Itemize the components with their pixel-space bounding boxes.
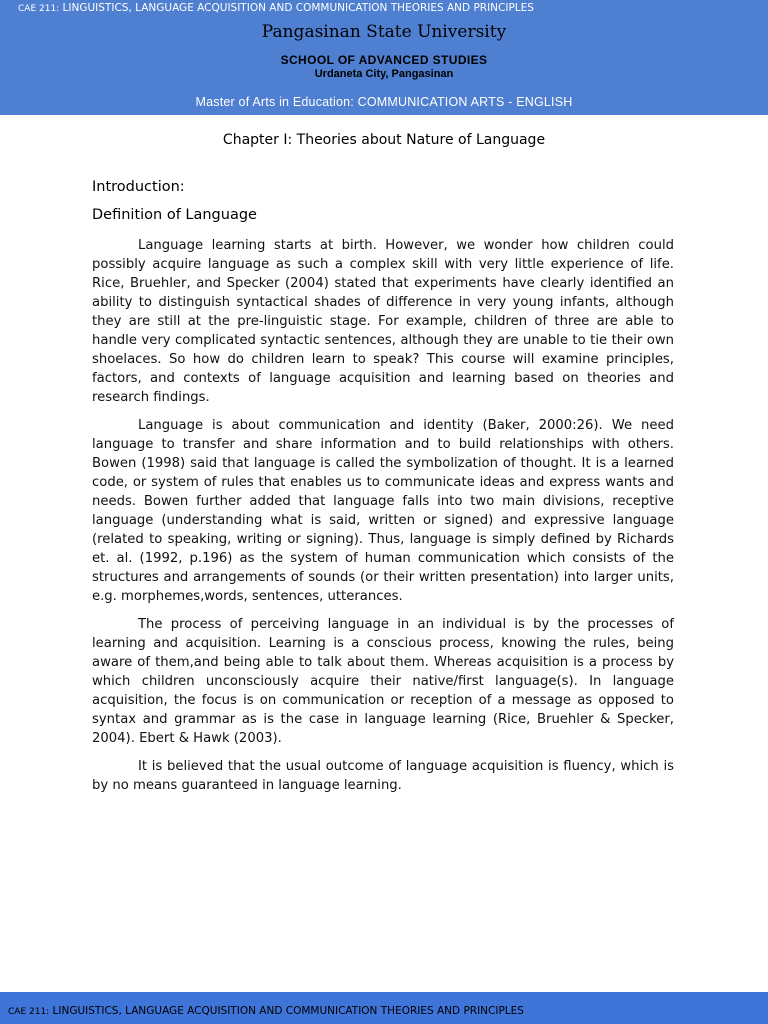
page-header (0, 0, 768, 115)
chapter-title: Chapter I: Theories about Nature of Language (222, 132, 546, 148)
program-name: Master of Arts in Education: COMMUNICATION ARTS - ENGLISH (195, 95, 573, 109)
footer-course-code: CAE 211: (8, 1007, 50, 1017)
paragraph: Language is about communication and identity (Baker, 2000:26). We need language to transfer and share information and to build relationships with others. Bowen (1998) said that language is called the symbolization of thought. It is a learned code, or system of rules that enables us to communicate ideas and express wants and needs. Bowen further added that language falls into two main divisions, receptive language (understanding what is said, written or signed) and expressive language (related to speaking, writing or signing). Thus, language is simply defined by Richards et. al. (1992, p.196) as the system of human communication which consists of the structures and arrangements of sounds (or their written presentation) into larger units, e.g. morphemes,words, sentences, utterances. (92, 418, 674, 604)
course-title: LINGUISTICS, LANGUAGE ACQUISITION AND COMMUNICATION THEORIES AND PRINCIPLES (62, 2, 534, 14)
city-name: Urdaneta City, Pangasinan (314, 68, 454, 80)
page-footer (0, 992, 768, 1024)
definition-heading: Definition of Language (92, 207, 257, 223)
body-text (92, 236, 674, 804)
paragraph: Language learning starts at birth. However, we wonder how children could possibly acquire language as such a complex skill with very little experience of life. Rice, Bruehler, and Specker (2004) stated that experiments have clearly identified an ability to distinguish syntactical shades of difference in very young infants, although they are still at the pre-linguistic stage. For example, children of three are able to handle very complicated syntactic sentences, although they are unable to tie their own shoelaces. So how do children learn to speak? This course will examine principles, factors, and contexts of language acquisition and learning based on theories and research findings. (92, 238, 674, 405)
course-code: CAE 211: (18, 4, 60, 14)
introduction-heading: Introduction: (92, 179, 185, 195)
school-name: SCHOOL OF ADVANCED STUDIES (280, 53, 488, 67)
paragraph: It is believed that the usual outcome of language acquisition is fluency, which is by no means guaranteed in language learning. (92, 759, 674, 793)
course-header-line (18, 2, 534, 14)
university-name: Pangasinan State University (261, 22, 507, 42)
paragraph: The process of perceiving language in an individual is by the processes of learning and acquisition. Learning is a conscious process, knowing the rules, being aware of them,and being able to talk about them. Whereas acquisition is a process by which children unconsciously acquire their native/first language(s). In language acquisition, the focus is on communication or reception of a message as opposed to syntax and grammar as is the case in language learning (Rice, Bruehler & Specker, 2004). Ebert & Hawk (2003). (92, 617, 674, 746)
footer-course-title: LINGUISTICS, LANGUAGE ACQUISITION AND COMMUNICATION THEORIES AND PRINCIPLES (52, 1005, 524, 1017)
footer-course-line (8, 1005, 524, 1017)
